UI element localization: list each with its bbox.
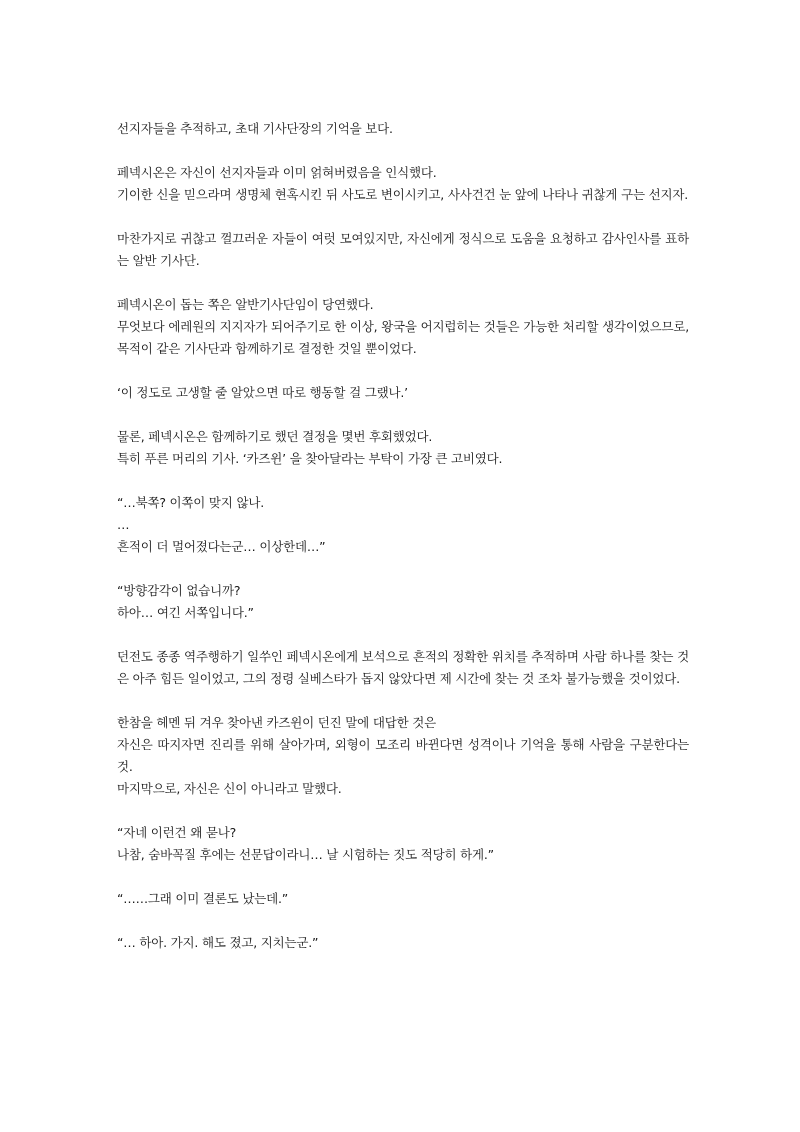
document-body	[117, 118, 689, 976]
text-line: 기이한 신을 믿으라며 생명체 현혹시킨 뒤 사도로 변이시키고, 사사건건 눈 앞에 나타나 귀찮게 구는 선지자.	[117, 187, 689, 202]
paragraph	[117, 294, 689, 360]
text-line: 페넥시온은 자신이 선지자들과 이미 얽혀버렸음을 인식했다.	[117, 165, 437, 180]
paragraph	[117, 580, 689, 624]
paragraph	[117, 382, 689, 404]
paragraph	[117, 426, 689, 470]
text-line: 마찬가지로 귀찮고 껄끄러운 자들이 여럿 모여있지만, 자신에게 정식으로 도움을 요청하고 감사인사를 표하는 알반 기사단.	[117, 231, 689, 268]
paragraph	[117, 646, 689, 690]
text-line: ‘이 정도로 고생할 줄 알았으면 따로 행동할 걸 그랬나.’	[117, 385, 408, 400]
text-line: 한참을 헤멘 뒤 겨우 찾아낸 카즈윈이 던진 말에 대답한 것은	[117, 715, 436, 730]
text-line: 물론, 페넥시온은 함께하기로 했던 결정을 몇번 후회했었다.	[117, 429, 433, 444]
text-line: 무엇보다 에레원의 지지자가 되어주기로 한 이상, 왕국을 어지럽히는 것들은 가능한 처리할 생각이었으므로, 목적이 같은 기사단과 함께하기로 결정한 것일 뿐이었다.	[117, 319, 689, 356]
text-line: 흔적이 더 멀어졌다는군… 이상한데…”	[117, 539, 326, 554]
text-line: “방향감각이 없습니까?	[117, 583, 241, 598]
paragraph	[117, 492, 689, 558]
text-line: …	[117, 517, 130, 532]
text-line: 선지자들을 추적하고, 초대 기사단장의 기억을 보다.	[117, 121, 393, 136]
text-line: 자신은 따지자면 진리를 위해 살아가며, 외형이 모조리 바뀐다면 성격이나 기억을 통해 사람을 구분한다는 것.	[117, 737, 689, 774]
paragraph	[117, 888, 689, 910]
paragraph	[117, 162, 689, 206]
paragraph	[117, 932, 689, 954]
text-line: 특히 푸른 머리의 기사. ‘카즈윈’ 을 찾아달라는 부탁이 가장 큰 고비였다.	[117, 451, 503, 466]
paragraph	[117, 822, 689, 866]
text-line: “……그래 이미 결론도 났는데.”	[117, 891, 288, 906]
text-line: 나참, 숨바꼭질 후에는 선문답이라니… 날 시험하는 짓도 적당히 하게.”	[117, 847, 494, 862]
text-line: 하아… 여긴 서쪽입니다.”	[117, 605, 254, 620]
paragraph	[117, 228, 689, 272]
text-line: “…북쪽? 이쪽이 맞지 않나.	[117, 495, 264, 510]
text-line: 던전도 종종 역주행하기 일쑤인 페넥시온에게 보석으로 흔적의 정확한 위치를 추적하며 사람 하나를 찾는 것은 아주 힘든 일이었고, 그의 정령 실베스타가 돕지 않았다면 제 시간에 찾는 것 조차 불가능했을 것이었다.	[117, 649, 689, 686]
paragraph	[117, 712, 689, 800]
text-line: “자네 이런건 왜 묻나?	[117, 825, 237, 840]
text-line: 마지막으로, 자신은 신이 아니라고 말했다.	[117, 781, 342, 796]
text-line: 페넥시온이 돕는 쪽은 알반기사단임이 당연했다.	[117, 297, 374, 312]
paragraph	[117, 118, 689, 140]
text-line: “… 하아. 가지. 해도 졌고, 지치는군.”	[117, 935, 319, 950]
